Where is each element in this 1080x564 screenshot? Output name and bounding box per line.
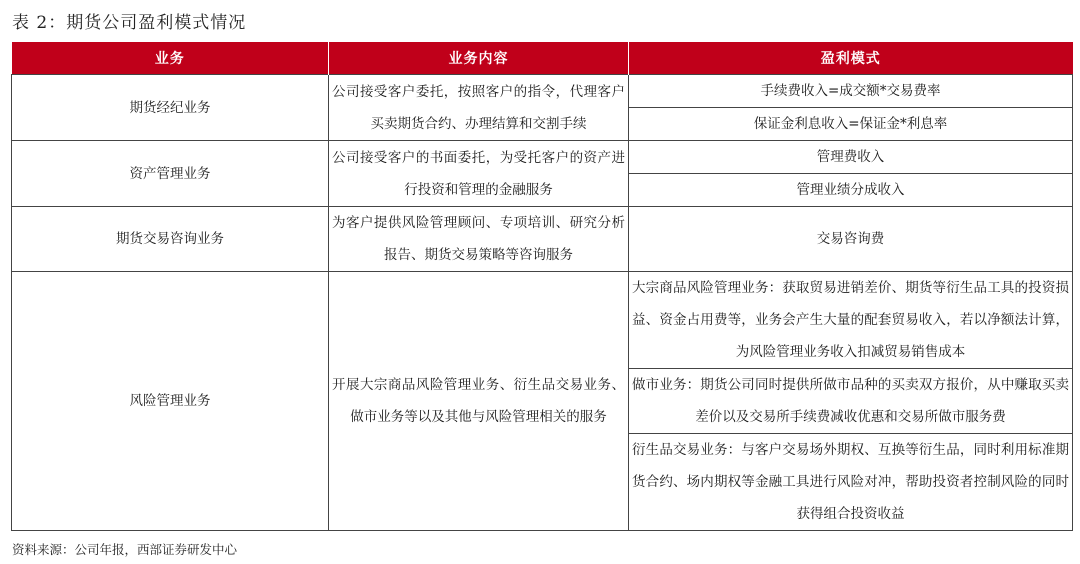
content-cell: 公司接受客户委托，按照客户的指令，代理客户买卖期货合约、办理结算和交割手续 xyxy=(329,75,629,141)
content-cell: 为客户提供风险管理顾问、专项培训、研究分析报告、期货交易策略等咨询服务 xyxy=(329,207,629,272)
header-profit-model: 盈利模式 xyxy=(629,42,1073,75)
profit-model-table xyxy=(11,42,1073,531)
table-title: 表 2：期货公司盈利模式情况 xyxy=(12,13,247,33)
profit-cell: 衍生品交易业务：与客户交易场外期权、互换等衍生品，同时利用标准期货合约、场内期权等金融工具进行风险对冲，帮助投资者控制风险的同时获得组合投资收益 xyxy=(629,434,1073,531)
business-cell: 期货经纪业务 xyxy=(12,75,329,141)
table-row xyxy=(12,75,1073,108)
business-cell: 风险管理业务 xyxy=(12,272,329,531)
profit-cell: 保证金利息收入=保证金*利息率 xyxy=(629,108,1073,141)
profit-cell: 管理费收入 xyxy=(629,141,1073,174)
profit-cell: 做市业务：期货公司同时提供所做市品种的买卖双方报价，从中赚取买卖差价以及交易所手续费减收优惠和交易所做市服务费 xyxy=(629,369,1073,434)
header-content: 业务内容 xyxy=(329,42,629,75)
business-cell: 资产管理业务 xyxy=(12,141,329,207)
table-row xyxy=(12,272,1073,369)
profit-cell: 交易咨询费 xyxy=(629,207,1073,272)
profit-cell: 大宗商品风险管理业务：获取贸易进销差价、期货等衍生品工具的投资损益、资金占用费等，业务会产生大量的配套贸易收入，若以净额法计算，为风险管理业务收入扣减贸易销售成本 xyxy=(629,272,1073,369)
content-cell: 开展大宗商品风险管理业务、衍生品交易业务、做市业务等以及其他与风险管理相关的服务 xyxy=(329,272,629,531)
table-row xyxy=(12,141,1073,174)
profit-cell: 手续费收入=成交额*交易费率 xyxy=(629,75,1073,108)
profit-cell: 管理业绩分成收入 xyxy=(629,174,1073,207)
business-cell: 期货交易咨询业务 xyxy=(12,207,329,272)
source-note: 资料来源：公司年报，西部证券研发中心 xyxy=(12,542,238,557)
table-row xyxy=(12,207,1073,272)
header-business: 业务 xyxy=(12,42,329,75)
content-cell: 公司接受客户的书面委托，为受托客户的资产进行投资和管理的金融服务 xyxy=(329,141,629,207)
table-header-row xyxy=(12,42,1073,75)
